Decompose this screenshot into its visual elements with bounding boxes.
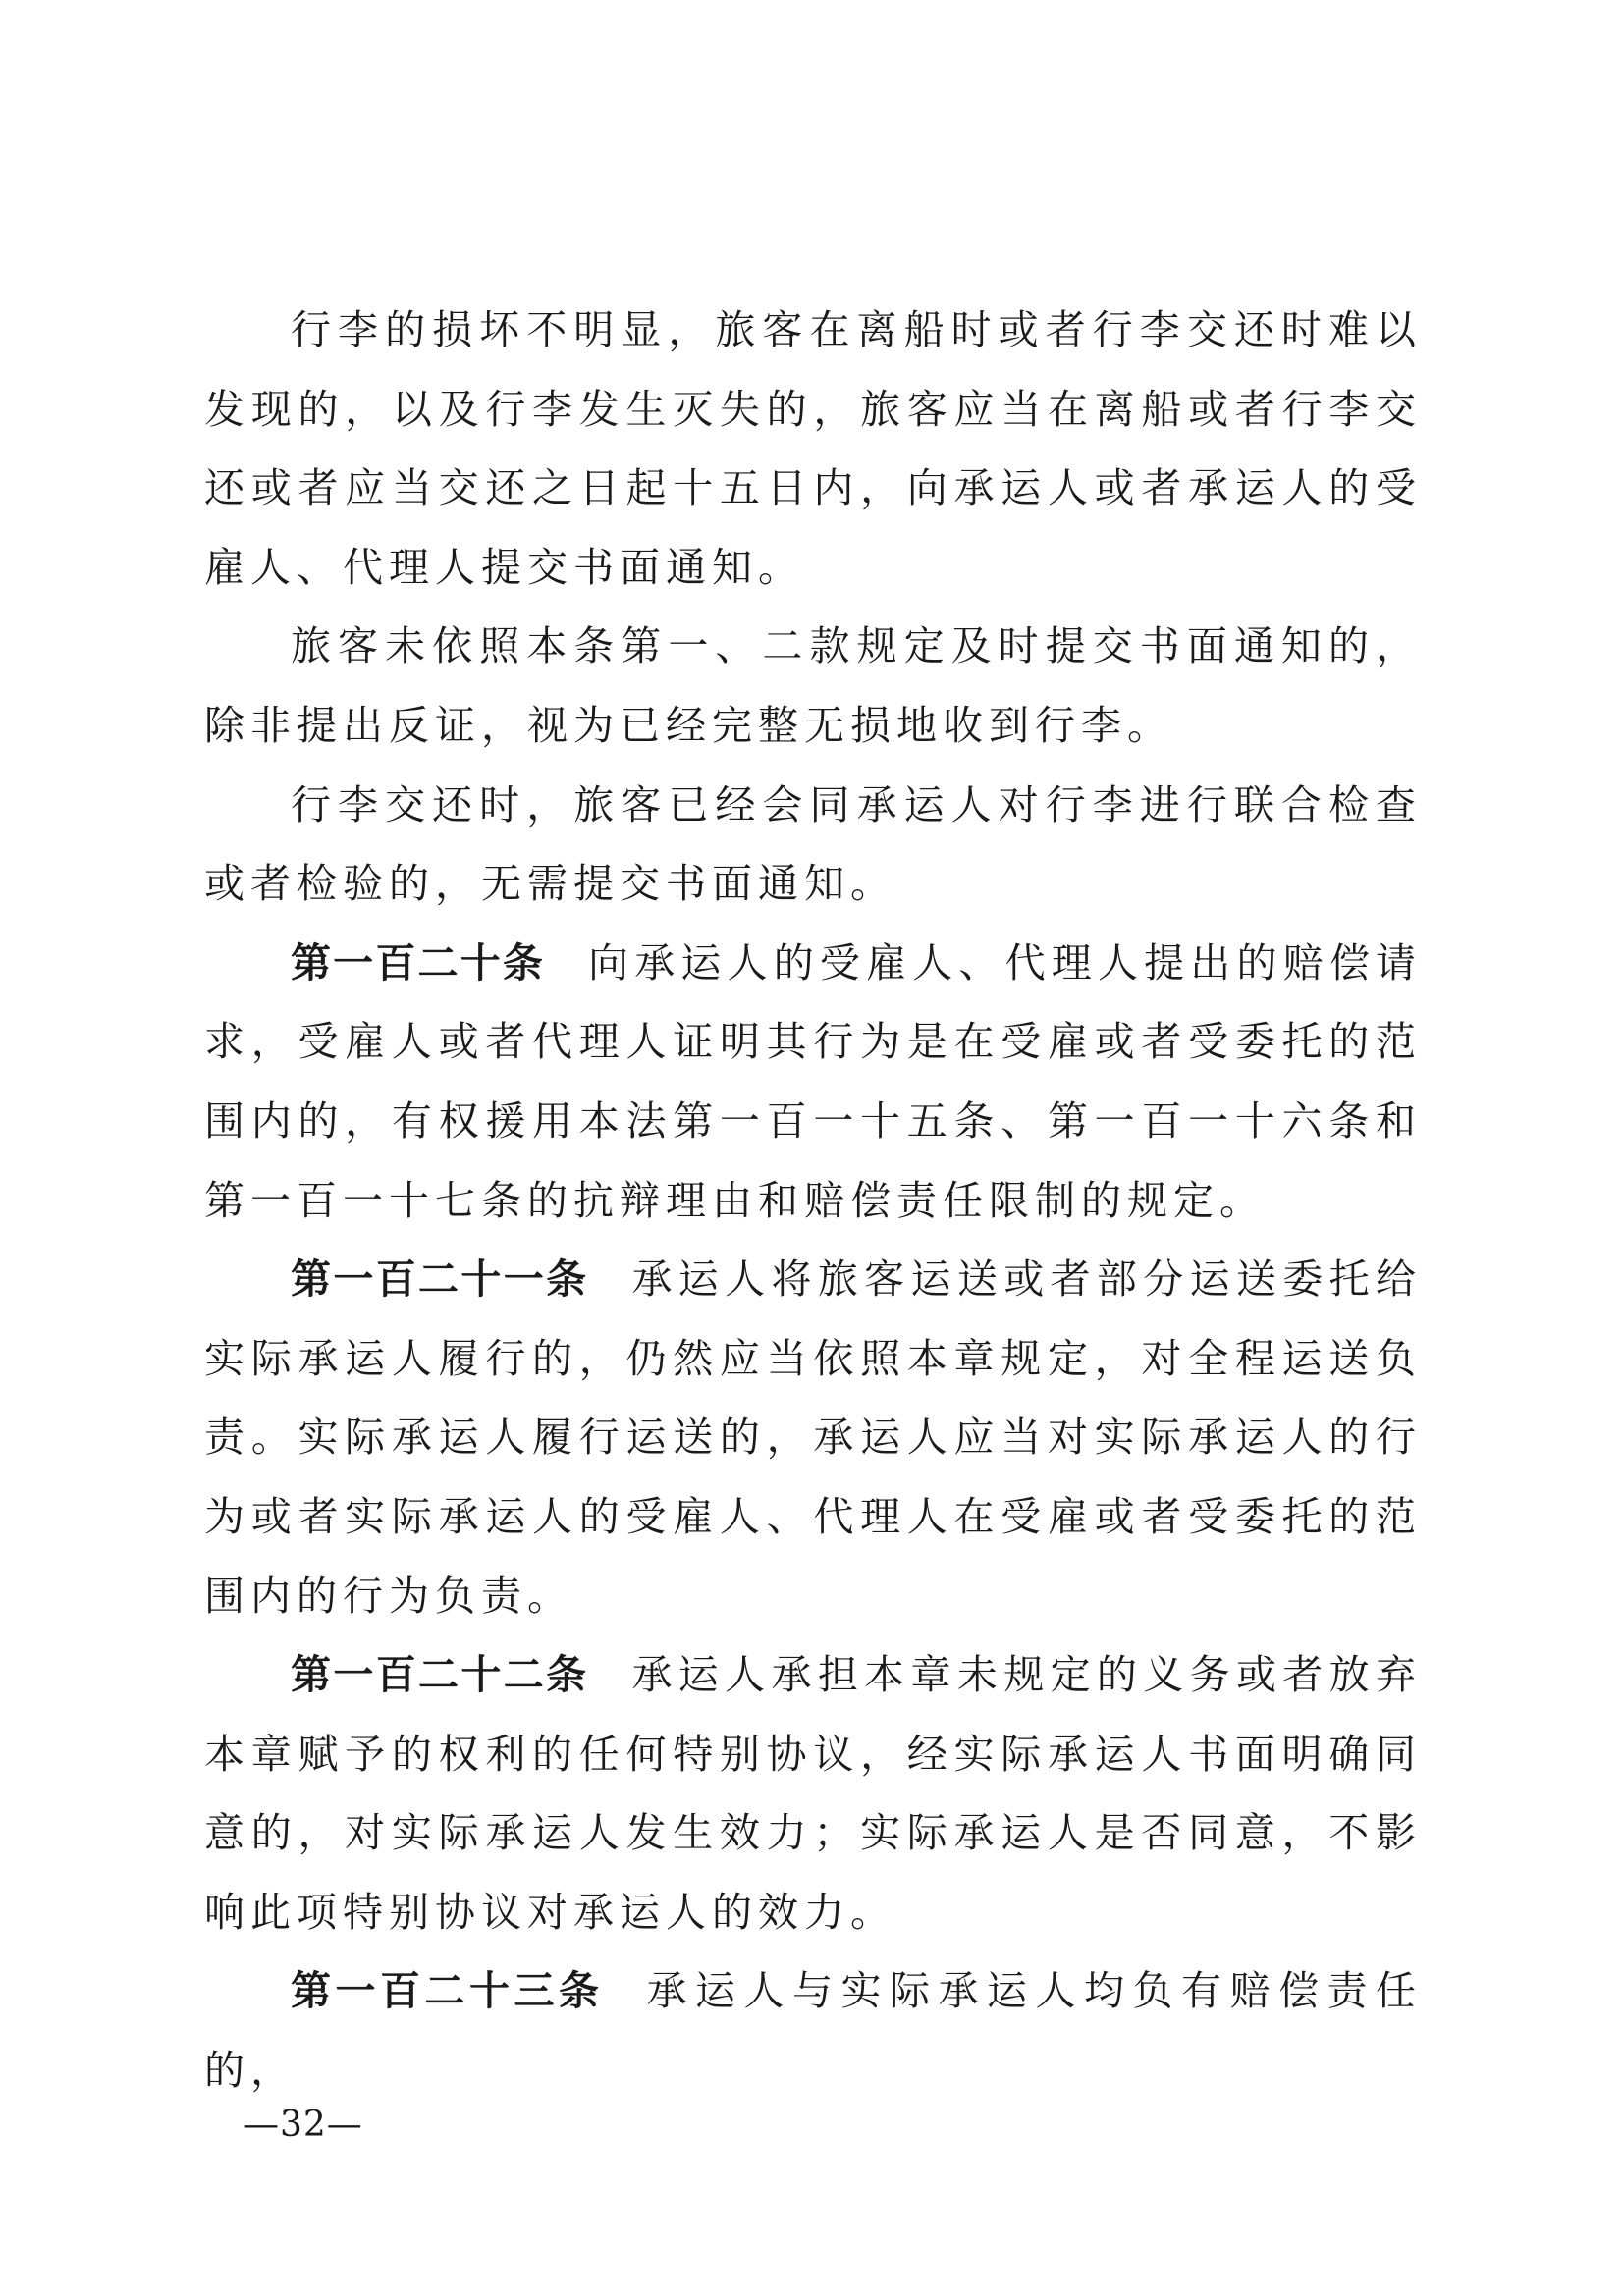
article-122-title: 第一百二十二条: [291, 1651, 589, 1699]
article-121-title: 第一百二十一条: [291, 1255, 589, 1304]
paragraph-2: [204, 607, 1422, 765]
paragraph-2-text: 旅客未依照本条第一、二款规定及时提交书面通知的，除非提出反证，视为已经完整无损地收到行李。: [204, 622, 1422, 749]
article-123-text: 承运人与实际承运人均负有赔偿责任的，: [204, 1967, 1422, 2095]
page-number: —32—: [244, 2105, 363, 2145]
article-121-text: 承运人将旅客运送或者部分运送委托给实际承运人履行的，仍然应当依照本章规定，对全程运送负责。实际承运人履行运送的，承运人应当对实际承运人的行为或者实际承运人的受雇人、代理人在受雇或者受委托的范围内的行为负责。: [204, 1255, 1423, 1620]
article-121: [204, 1240, 1422, 1635]
article-122-text: 承运人承担本章未规定的义务或者放弃本章赋予的权利的任何特别协议，经实际承运人书面明确同意的，对实际承运人发生效力；实际承运人是否同意，不影响此项特别协议对承运人的效力。: [204, 1651, 1423, 1936]
article-123-title: 第一百二十三条: [291, 1967, 604, 2015]
article-120: [204, 924, 1422, 1240]
body-text: [204, 291, 1422, 2110]
paragraph-3-text: 行李交还时，旅客已经会同承运人对行李进行联合检查或者检验的，无需提交书面通知。: [204, 780, 1422, 908]
article-120-title: 第一百二十条: [291, 938, 546, 987]
paragraph-3: [204, 766, 1422, 924]
article-123: [204, 1951, 1422, 2109]
paragraph-1-text: 行李的损坏不明显，旅客在离船时或者行李交还时难以发现的，以及行李发生灭失的，旅客应当在离船或者行李交还或者应当交还之日起十五日内，向承运人或者承运人的受雇人、代理人提交书面通知。: [204, 306, 1422, 591]
article-120-text: 向承运人的受雇人、代理人提出的赔偿请求，受雇人或者代理人证明其行为是在受雇或者受委托的范围内的，有权援用本法第一百一十五条、第一百一十六条和第一百一十七条的抗辩理由和赔偿责任限制的规定。: [204, 938, 1423, 1224]
article-122: [204, 1635, 1422, 1951]
paragraph-1: [204, 291, 1422, 607]
